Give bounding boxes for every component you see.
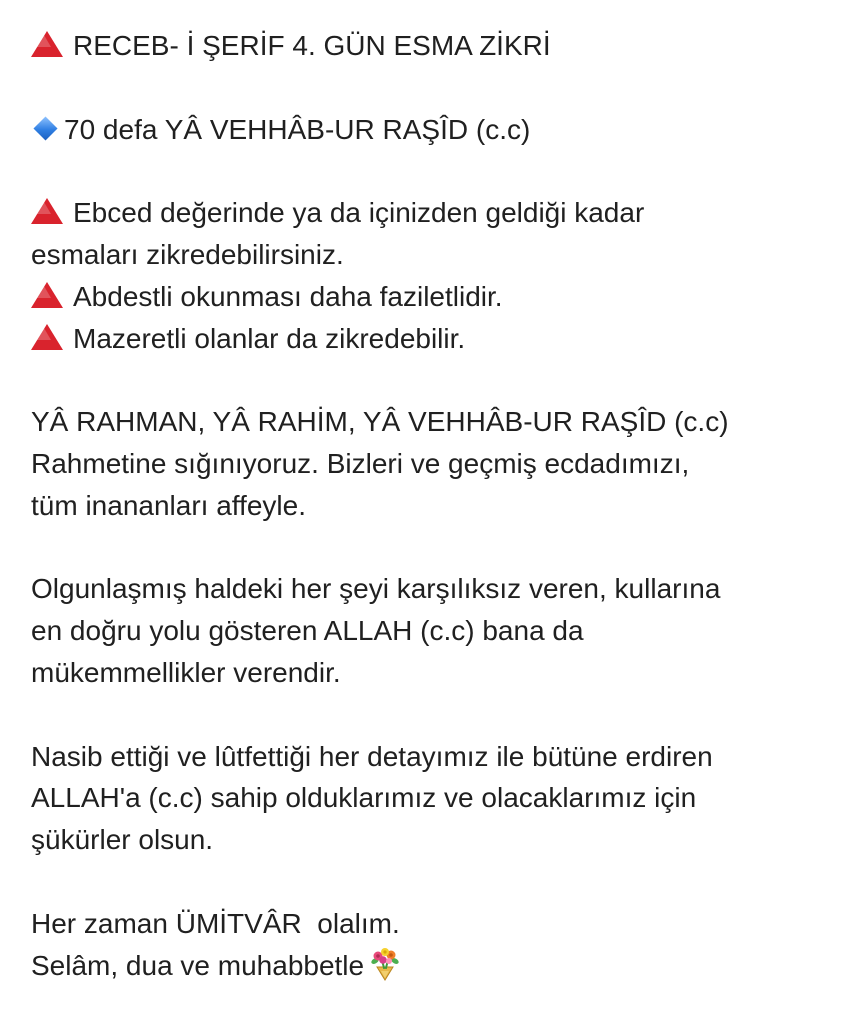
closing-line xyxy=(31,903,841,945)
count-text: 70 defa YÂ VEHHÂB-UR RAŞÎD (c.c) xyxy=(64,113,531,145)
prayer-line xyxy=(31,819,841,861)
red-triangle-icon xyxy=(31,198,63,224)
red-triangle-icon xyxy=(31,282,63,308)
prayer-text: ALLAH'a (c.c) sahip olduklarımız ve olacaklarımız için xyxy=(31,782,697,814)
prayer-line xyxy=(31,652,841,694)
note-line xyxy=(31,192,841,234)
prayer-line xyxy=(31,736,841,778)
prayer-line xyxy=(31,777,841,819)
prayer-line xyxy=(31,610,841,652)
spacer xyxy=(31,861,841,903)
message-title: RECEB- İ ŞERİF 4. GÜN ESMA ZİKRİ xyxy=(73,30,551,61)
closing-line xyxy=(31,945,841,987)
bouquet-icon xyxy=(368,947,402,981)
closing-text: Her zaman ÜMİTVÂR olalım. xyxy=(31,907,400,939)
prayer-text: şükürler olsun. xyxy=(31,824,214,856)
spacer xyxy=(31,527,841,569)
note-text: Mazeretli olanlar da zikredebilir. xyxy=(73,322,466,354)
note-line xyxy=(31,318,841,360)
prayer-text: mükemmellikler verendir. xyxy=(31,656,341,688)
blue-diamond-icon xyxy=(33,116,57,140)
red-triangle-icon xyxy=(31,31,63,57)
spacer xyxy=(31,694,841,736)
prayer-text: tüm inananları affeyle. xyxy=(31,489,306,521)
prayer-line xyxy=(31,443,841,485)
note-text: Ebced değerinde ya da içinizden geldiği kadar xyxy=(73,197,645,229)
prayer-text: en doğru yolu gösteren ALLAH (c.c) bana da xyxy=(31,615,584,647)
prayer-line xyxy=(31,485,841,527)
prayer-text: Rahmetine sığınıyoruz. Bizleri ve geçmiş ecdadımızı, xyxy=(31,447,690,479)
title-line xyxy=(31,25,841,67)
note-line xyxy=(31,276,841,318)
spacer xyxy=(31,359,841,401)
note-line xyxy=(31,234,841,276)
note-text: Abdestli okunması daha faziletlidir. xyxy=(73,280,503,312)
prayer-text: YÂ RAHMAN, YÂ RAHİM, YÂ VEHHÂB-UR RAŞÎD (c.c) xyxy=(31,406,729,438)
prayer-line xyxy=(31,401,841,443)
closing-text: Selâm, dua ve muhabbetle xyxy=(31,949,365,981)
prayer-line xyxy=(31,568,841,610)
red-triangle-icon xyxy=(31,324,63,350)
message-body xyxy=(31,25,841,986)
spacer xyxy=(31,150,841,192)
note-text: esmaları zikredebilirsiniz. xyxy=(31,238,344,270)
prayer-text: Nasib ettiği ve lûtfettiği her detayımız ile bütüne erdiren xyxy=(31,740,713,772)
prayer-text: Olgunlaşmış haldeki her şeyi karşılıksız veren, kullarına xyxy=(31,573,721,605)
count-line xyxy=(31,109,841,151)
spacer xyxy=(31,67,841,109)
